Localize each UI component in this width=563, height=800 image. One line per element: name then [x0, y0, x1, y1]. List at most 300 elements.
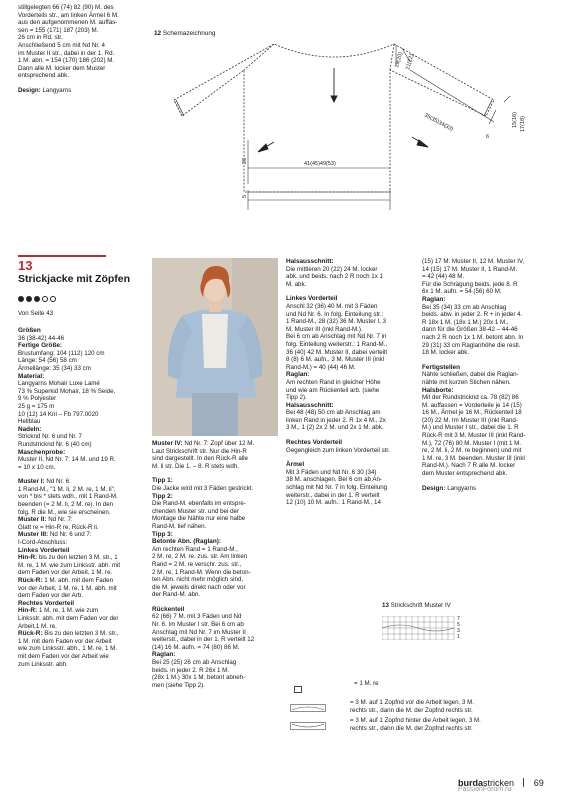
body-text: Anschl 32 (36) 40 M. mit 3 Fäden [286, 302, 378, 310]
text-line [152, 538, 280, 546]
text-line [18, 623, 150, 631]
chart-row-number: 1 [457, 633, 460, 640]
dim-17-18: 17(18) [520, 116, 526, 132]
heading: Größen [18, 327, 41, 334]
difficulty-dot-icon [42, 296, 48, 302]
text-line [18, 373, 150, 381]
body-text: re, 2 M. li, 2 M. re beginnen) und mit [422, 447, 522, 455]
body-text: 36 (40) 42 M. Muster II, dabei verteilt [286, 348, 388, 356]
heading: Nadeln: [18, 425, 42, 433]
text-line [18, 645, 150, 653]
text-line [422, 387, 552, 395]
body-text: Glatt re = Hin-R re, Rück-R li. [18, 523, 99, 531]
section-rule [18, 255, 106, 257]
cable-front-symbol-icon [290, 704, 326, 712]
heading: Hin-R: [18, 607, 39, 615]
text-line [422, 334, 552, 342]
legend-cable-back: = 3 M. auf 1 Zopfnd hinter die Arbeit legen, 3 M. [350, 717, 481, 724]
text-line [18, 380, 150, 388]
body-text: Mit 3 Fäden und Nd Nr. 6 30 (34) [286, 468, 377, 476]
heading: Muster III: [18, 531, 50, 539]
top-text-line: entsprechend abk. [18, 72, 69, 80]
body-text: 6x 1 M. aufn. = 54 (56) 60 M. [422, 288, 502, 296]
body-text: Nr. 6. Im Muster I str. Bei 6 cm ab [152, 621, 244, 629]
page-number: 69 [533, 778, 544, 788]
heading: Linkes Vorderteil [286, 295, 338, 303]
body-text: Rundstricknd Nr. 6 (40 cm) [18, 440, 92, 448]
heading: Rück-R: [18, 630, 45, 638]
heading: Muster IV: [152, 440, 185, 447]
body-text: 1 M. mit dem Faden vor der Arbeit [18, 637, 112, 645]
top-text-line: 26 cm in Rd. str. [18, 34, 63, 42]
body-text: Muster II, Nd Nr. 7: 14 M. und 19 R. [18, 456, 116, 464]
text-line [152, 448, 280, 456]
body-text: Rand-M. tief nähen. [152, 522, 207, 530]
body-text: von * bis * stets wdh., mit 1 Rand-M. [18, 493, 118, 501]
dim-sleeve-length: 35(35)34(33) [423, 112, 454, 133]
text-line [152, 485, 280, 493]
chart-row-numbers [457, 616, 460, 640]
heading: Halsausschnitt: [286, 258, 334, 265]
body-text: beids. in jeder 2. R 26x 1 M. [152, 666, 230, 674]
text-line [286, 484, 416, 492]
body-text: Rand-M.). Nach 7 R alle M. locker [422, 462, 516, 470]
text-line [18, 547, 150, 555]
spacer [286, 288, 416, 295]
body-text: Bis zu den letzten 3 M. str., [44, 630, 119, 638]
body-text: 12 (10) 10 M. aufn.: 1 Rand-M., 14 [286, 499, 381, 507]
dim-5: 5 [242, 194, 248, 198]
body-text: R 18x 1 M. (18x 1 M.) 20x 1 M., [422, 318, 509, 326]
text-line [422, 349, 552, 357]
text-line [18, 342, 150, 350]
text-line [152, 523, 280, 531]
body-text: Am rechten Rand in gleicher Höhe [286, 378, 381, 386]
heading: Muster II: [18, 516, 49, 524]
text-line [422, 470, 552, 478]
text-line [18, 403, 150, 411]
body-text: mit dem Faden vor der Arbeit wie [18, 652, 109, 660]
text-line [286, 341, 416, 349]
text-line [152, 576, 280, 584]
text-line [152, 591, 280, 599]
body-text: M. abk. [286, 280, 307, 288]
text-line [18, 486, 150, 494]
chart-muster-iv [382, 602, 532, 642]
spacer [422, 478, 552, 485]
text-line [152, 440, 280, 448]
difficulty-dot-icon [34, 296, 40, 302]
text-line [286, 492, 416, 500]
heading: Linkes Vorderteil [18, 546, 70, 554]
model-photo [152, 258, 278, 436]
text-line [422, 296, 552, 304]
text-line [422, 447, 552, 455]
dim-19-20: 19(20) [394, 51, 405, 69]
text-line [18, 569, 150, 577]
text-line [286, 371, 416, 379]
text-line [18, 516, 150, 524]
pattern-number: 13 [18, 258, 33, 273]
text-line [152, 500, 280, 508]
difficulty-dot-icon [50, 296, 56, 302]
text-line [18, 531, 150, 539]
text-line [152, 455, 280, 463]
body-text: weiterstr., dabei in der 1. R verteilt [286, 491, 380, 499]
body-text: 38 M. anschlagen. Bei 6 cm ab An- [286, 476, 382, 484]
text-line [18, 592, 150, 600]
body-text: M. auffassen = Vorderteile je 14 (15) [422, 401, 522, 409]
body-text: (15) 17 M. Muster II, 12 M. Muster IV, [422, 258, 525, 265]
text-line [422, 432, 552, 440]
text-line [286, 281, 416, 289]
body-text: dem Faden vor der Arbeit, 1 M. re. [18, 569, 113, 577]
text-line [152, 667, 280, 675]
design-label: Design: [18, 86, 41, 94]
text-line [286, 266, 416, 274]
heading: Ärmel [286, 461, 305, 469]
text-line [422, 409, 552, 417]
body-text: 10 (12) 14 Knl – Fb 797.0020 [18, 410, 99, 418]
text-line [18, 464, 150, 472]
text-line [286, 364, 416, 372]
top-text-line: im Muster II str., dabei in der 1. Rd. [18, 49, 115, 57]
heading: Rechtes Vorderteil [18, 599, 74, 607]
column-4 [422, 258, 552, 492]
text-line [18, 607, 150, 615]
text-line [18, 478, 150, 486]
heading: Rück-R: [18, 577, 45, 584]
text-line [422, 417, 552, 425]
text-line [286, 394, 416, 402]
text-line [18, 411, 150, 419]
body-text: 1 M. re, 3 M. beenden. Muster III (inkl [422, 454, 525, 462]
text-line [18, 493, 150, 501]
body-text: der Rand-M. abn. [152, 591, 201, 599]
body-text: Rand = 2 M. re verschr. zus. str., [152, 560, 242, 568]
text-line [422, 311, 552, 319]
body-text: Die mittleren 20 (22) 24 M. locker [286, 265, 378, 273]
body-text: 73 % Superkid Mohair, 18 % Seide, [18, 387, 116, 395]
body-text: Nd Nr. 6 und 7: [49, 531, 92, 539]
schematic-number: 12 [154, 30, 162, 37]
text-line [152, 463, 280, 471]
body-text: (14) 16 M. aufn. = 74 (80) 86 M. [152, 643, 240, 651]
text-line [18, 501, 150, 509]
text-line [152, 515, 280, 523]
body-text: M. li str. Die 1. – 8. R stets wdh. [152, 462, 239, 470]
text-line [18, 630, 150, 638]
text-line [152, 674, 280, 682]
body-text: abk. und beids. nach 2 R noch 1x 1 [286, 273, 384, 281]
text-line [286, 461, 416, 469]
cable-back-symbol-icon [290, 722, 326, 730]
text-line [286, 499, 416, 507]
text-line [152, 569, 280, 577]
top-text-line: Anschließend 5 cm mit Nd Nr. 4 [18, 41, 105, 49]
body-text: Linksstr. abh. mit dem Faden vor der [18, 614, 119, 622]
text-line [422, 273, 552, 281]
heading: Fertigstellen [422, 363, 460, 371]
difficulty-dot-icon [26, 296, 32, 302]
body-text: 16 M., Ärmel je 16 M., Rückenteil 18 [422, 409, 522, 417]
body-text: 1 M. abh. mit dem Faden [44, 577, 114, 584]
text-line [152, 651, 280, 659]
body-text: M.), 72 (76) 80 M. Muster I (mit 1 M. [422, 439, 522, 447]
heading: Raglan: [152, 651, 176, 659]
body-text: 29 (31) 33 cm Raglanhöhe die restl. [422, 341, 521, 349]
text-line [422, 424, 552, 432]
body-text: weiterstr., dabei in der 1. R verteilt 12 [152, 636, 255, 644]
schematic-svg [154, 40, 544, 220]
body-text: 1 M. re, 1 M. wie zum [38, 607, 99, 615]
text-line [18, 350, 150, 358]
heading: Raglan: [286, 371, 310, 379]
text-line [18, 600, 150, 608]
text-line [286, 402, 416, 410]
heading: Tipp 2: [152, 492, 173, 500]
top-text-block [18, 4, 148, 95]
heading: Maschenprobe: [18, 448, 66, 456]
body-text: Die Jacke wird mit 3 Fäden gestrickt. [152, 484, 254, 492]
text-line [18, 395, 150, 403]
text-line [286, 417, 416, 425]
heading: Rechtes Vorderteil [286, 439, 342, 447]
body-text: Bei 48 (48) 50 cm ab Anschlag am [286, 409, 381, 417]
top-text-line: sen = 155 (171) 187 (203) M. [18, 26, 99, 34]
text-line [422, 462, 552, 470]
text-line [18, 357, 150, 365]
text-line [152, 629, 280, 637]
body-text: chenden Muster str. und bei der [152, 507, 240, 515]
chart-number: 13 [382, 602, 389, 609]
text-line [152, 553, 280, 561]
body-text: Nd Nr. 7: [48, 516, 73, 524]
body-text: vor der Arbeit, 1 M. re, 1 M. abh. mit [18, 584, 117, 592]
symbol-legend [290, 680, 550, 735]
body-text: 2 M. re, 1 Rand-M. Wenn die beton- [152, 568, 251, 576]
body-text: folg. R die M., wie sie erscheinen. [18, 508, 111, 516]
heading: Material: [18, 372, 45, 380]
design-value: Langyarns [42, 86, 72, 94]
body-text: sind dargestellt. In den Rück-R alle [152, 455, 248, 463]
text-line [286, 311, 416, 319]
body-text: Bei 35 (34) 33 cm ab Anschlag [422, 303, 507, 311]
text-line [18, 456, 150, 464]
body-text: Rand-M.) = 40 (44) 46 M. [286, 363, 356, 371]
spacer [422, 357, 552, 364]
body-text: Gegengleich zum linken Vorderteil str. [286, 446, 390, 454]
body-text: 36 (38-42) 44-46 [18, 334, 65, 342]
body-text: die M. jeweils direkt nach oder vor [152, 583, 246, 591]
text-line [422, 485, 552, 493]
spacer [152, 470, 280, 477]
body-text: Bei 6 cm ab Anschlag mit Nd Nr. 7 in [286, 333, 387, 341]
body-text: M.) und Muster I str., dabei die 1. R [422, 424, 519, 432]
body-text: Ärmellänge: 35 (34) 33 cm [18, 364, 91, 372]
body-text: 18 M. locker abk. [422, 349, 470, 357]
heading: Design: [422, 484, 448, 492]
spacer [286, 454, 416, 461]
text-line [286, 447, 416, 455]
text-line [152, 508, 280, 516]
dim-21-22: 21(22) [405, 53, 416, 71]
top-text-line: 1 M. abn. = 154 (170) 186 (202) M. [18, 57, 115, 65]
body-text: Nd Nr. 7: Zopf über 12 M. [184, 440, 255, 447]
text-line [422, 326, 552, 334]
legend-cable-front-2: rechts str., dann die M. der Zopfnd rechts str. [350, 706, 473, 714]
body-text: beids. abw. in jeder 2. R + in jeder 4. [422, 311, 523, 319]
text-line [422, 342, 552, 350]
text-line [18, 433, 150, 441]
text-line [286, 333, 416, 341]
text-line [18, 585, 150, 593]
body-text: beenden (= 2 M. li, 2 M. re). In den [18, 501, 114, 509]
body-text: 1 Rand-M., "1 M. li, 2 M. re, 1 M. li", [18, 485, 116, 493]
body-text: dann für die Größen 38-42 – 44-46 [422, 326, 518, 334]
text-line [152, 606, 280, 614]
text-line [422, 258, 552, 266]
body-text: wie zum Linksstr. abh., 1 M. re, 1 M. [18, 645, 118, 653]
body-text: folg. Einteilung weiterstr.: 1 Rand-M., [286, 340, 388, 348]
dim-15-16: 15(16) [512, 112, 518, 128]
text-line [286, 326, 416, 334]
text-line [286, 273, 416, 281]
text-line [18, 615, 150, 623]
legend-cable-front: = 3 M. auf 1 Zopfnd vor die Arbeit legen, 3 M. [350, 699, 474, 706]
column-2 [152, 440, 280, 689]
text-line [152, 493, 280, 501]
heading: Raglan: [422, 295, 446, 303]
body-text: 3 M., 1 (2) 2x 2 M. und 2x 1 M. abk. [286, 424, 384, 432]
body-text: Langyarns [447, 484, 477, 492]
body-text: und wie am Rückenteil arb. (siehe [286, 386, 380, 394]
body-text: ten Abn. nicht mehr möglich sind, [152, 576, 244, 584]
chart-row-number: 5 [457, 621, 460, 628]
brand-rest: stricken [483, 778, 515, 788]
text-line [422, 379, 552, 387]
pattern-source: Von Seite 43 [18, 310, 54, 317]
schematic-label: Schemazeichnung [162, 30, 216, 37]
top-text-line: Dann alle M. locker dem Muster [18, 64, 106, 72]
body-text: = 10 x 10 cm. [18, 463, 56, 471]
body-text: Rück-R mit 3 M. Muster III (inkl Rand- [422, 432, 526, 440]
body-text: Brustumfang: 104 (112) 120 cm [18, 349, 105, 357]
text-line [422, 371, 552, 379]
body-text: 8 (8) 6 M. aufn., 3 M. Muster III (inkl [286, 356, 384, 364]
text-line [18, 554, 150, 562]
text-line [152, 659, 280, 667]
pattern-title: Strickjacke mit Zöpfen [18, 273, 131, 285]
body-text: (28x 1 M.) 30x 1 M. betont abneh- [152, 674, 246, 682]
body-text: Am rechten Rand = 1 Rand-M., [152, 545, 238, 553]
body-text: zum Linksstr. abh. [18, 660, 68, 668]
schematic-drawing [154, 30, 544, 220]
column-3 [286, 258, 416, 507]
heading: Tipp 1: [152, 477, 173, 485]
heading: Fertige Größe: [18, 342, 63, 350]
text-line [152, 682, 280, 690]
text-line [422, 288, 552, 296]
body-text: 25 g = 175 m [18, 402, 55, 410]
body-text: 14 (15) 17 M. Muster II, 1 Rand-M. [422, 265, 517, 273]
text-line [286, 424, 416, 432]
body-text: Bei 25 (25) 26 cm ab Anschlag [152, 659, 237, 667]
text-line [422, 281, 552, 289]
text-line [18, 509, 150, 517]
brand-bold: burda [458, 778, 484, 788]
text-line [422, 440, 552, 448]
legend-knit: = 1 M. re [354, 680, 379, 687]
body-text: Länge: 54 (56) 58 cm [18, 357, 77, 365]
body-text: Stricknd Nr. 6 und Nr. 7 [18, 433, 82, 441]
text-line [18, 653, 150, 661]
body-text: 1 Rand-M., 28 (32) 36 M. Muster I, 3 [286, 318, 387, 326]
body-text: dem Muster entsprechend abk. [422, 470, 508, 478]
text-line [286, 439, 416, 447]
text-line [422, 304, 552, 312]
top-text-line: Vorderteils str., am linken Ärmel 6 M. [18, 11, 119, 19]
body-text: Nd Nr. 6: [46, 478, 71, 486]
text-line [18, 335, 150, 343]
chart-row-number: 3 [457, 627, 460, 634]
text-line [422, 394, 552, 402]
text-line [152, 613, 280, 621]
dim-26: 26 [242, 157, 248, 164]
dim-6: 6 [486, 134, 490, 140]
knit-stitch-symbol-icon [294, 686, 302, 693]
text-line [286, 379, 416, 387]
text-line [18, 365, 150, 373]
text-line [286, 258, 416, 266]
body-text: Die Rand-M. ebenfalls im entspre- [152, 500, 246, 508]
chart-row-number: 7 [457, 615, 460, 622]
text-line [286, 318, 416, 326]
text-line [152, 584, 280, 592]
body-text: 62 (66) 7 M. mit 3 Fäden und Nd [152, 613, 242, 621]
body-text: 9 % Polyester [18, 395, 57, 403]
text-line [152, 546, 280, 554]
text-line [18, 539, 150, 547]
body-text: Arbeit,1 M. re. [18, 622, 57, 630]
text-line [152, 531, 280, 539]
text-line [286, 469, 416, 477]
text-line [286, 409, 416, 417]
body-text: schlag mit Nd Nr. 7 in folg. Einteilung [286, 484, 388, 492]
text-line [18, 418, 150, 426]
text-line [152, 477, 280, 485]
top-text-line: aus den aufgenommenen M. auffas- [18, 19, 118, 27]
text-line [18, 577, 150, 585]
text-line [18, 524, 150, 532]
text-line [18, 638, 150, 646]
body-text: nähte mit kurzen Stichen nähen. [422, 378, 511, 386]
watermark: PassionForum.ru [458, 786, 512, 793]
difficulty-dot-icon [18, 296, 24, 302]
heading: Halsausschnitt: [286, 401, 334, 409]
heading: Halsborte: [422, 386, 454, 394]
chart-grid [382, 616, 460, 640]
text-line [422, 266, 552, 274]
body-text: linken Rand in jeder 2. R 1x 4 M., 2x [286, 416, 386, 424]
text-line [422, 455, 552, 463]
body-text: Laut Strickschrift str. Nur die Hin-R [152, 447, 247, 455]
heading: Rückenteil [152, 605, 185, 613]
body-text: nach 2 R noch 1x 1 M. betont abn. In [422, 333, 524, 341]
difficulty-dots [18, 289, 148, 307]
text-line [286, 356, 416, 364]
text-line [152, 644, 280, 652]
